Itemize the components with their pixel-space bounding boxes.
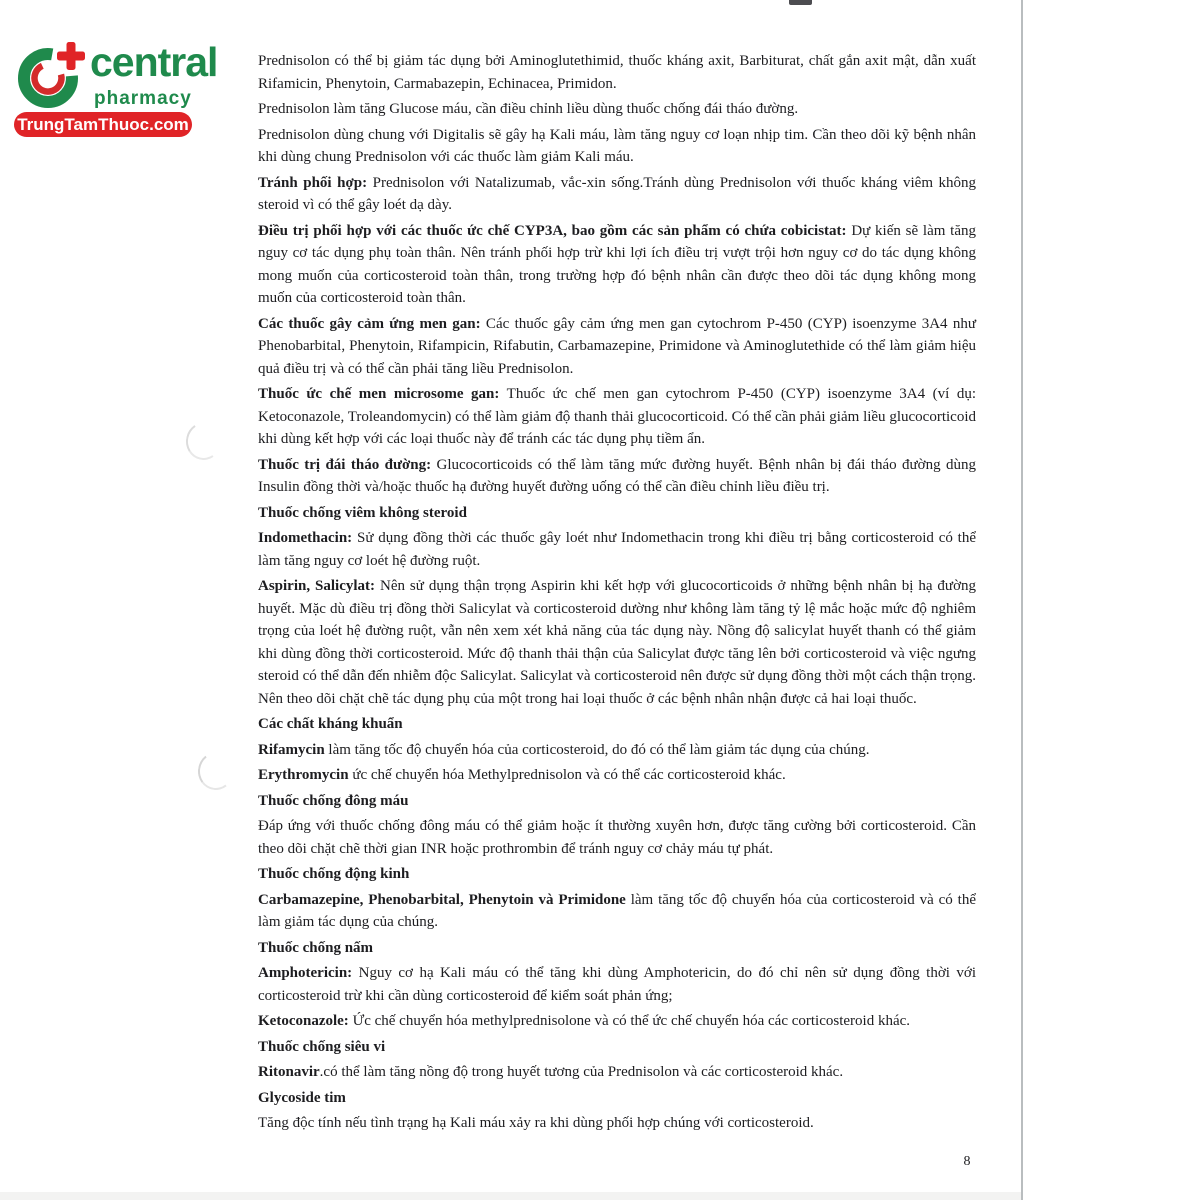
section-heading (258, 713, 976, 736)
paragraph-lead: Các chất kháng khuẩn (258, 716, 403, 732)
section-heading (258, 1087, 976, 1110)
scan-shadow (0, 1192, 1021, 1200)
section-heading (258, 1036, 976, 1059)
website-badge: TrungTamThuoc.com (14, 112, 192, 137)
paragraph (258, 383, 976, 451)
paragraph (258, 575, 976, 710)
paragraph (258, 220, 976, 310)
paragraph (258, 962, 976, 1007)
scan-smudge (789, 0, 812, 5)
paragraph-text: làm tăng tốc độ chuyển hóa của corticosteroid và có thể làm giảm tác dụng của chúng. (258, 891, 977, 930)
paragraph (258, 739, 976, 762)
paragraph-lead: Thuốc chống đông máu (258, 792, 409, 809)
paragraph (258, 815, 976, 860)
paragraph-lead: Thuốc chống viêm không steroid (258, 504, 467, 521)
section-heading (258, 937, 976, 960)
paragraph (258, 527, 976, 572)
paragraph-lead: Ritonavir (258, 1064, 320, 1080)
paragraph-text: làm tăng tốc độ chuyển hóa của corticosteroid, do đó có thể làm giảm tác dụng của chúng. (324, 741, 870, 758)
page-number: 8 (963, 1154, 971, 1169)
paragraph-lead: Thuốc trị đái tháo đường: (258, 456, 432, 473)
paragraph-lead: Các thuốc gây cảm ứng men gan: (258, 315, 481, 332)
paragraph (258, 454, 976, 499)
paragraph-lead: Carbamazepine, Phenobarbital, Phenytoin và Primidone (258, 891, 626, 908)
paragraph-lead: Indomethacin: (258, 530, 353, 546)
paragraph-text: Prednisolon làm tăng Glucose máu, cần điều chỉnh liều dùng thuốc chống đái tháo đường. (258, 101, 799, 117)
paragraph-lead: Thuốc ức chế men microsome gan: (258, 386, 500, 402)
paragraph-text: Nên sử dụng thận trọng Aspirin khi kết hợp với glucocorticoids ở những bệnh nhân bị hạ đường huyết. Mặc dù điều trị đồng thời Salicylat và corticosteroid dường như không làm tăng tỷ lệ mắc hoặc mức độ nghiêm trọng của loét hệ đường ruột, vẫn nên xem xét khả năng của tác dụng này. Nồng độ salicylat huyết thanh có thể giảm khi dùng đồng thời corticosteroid. Mức độ thanh thải thận của Salicylat được tăng lên bởi corticosteroid và việc ngưng steroid có thể dẫn đến nhiễm độc Salicylat. Salicylat và corticosteroid nên được sử dụng đồng thời một cách thận trọng. Nên theo dõi chặt chẽ tác dụng phụ của một trong hai loại thuốc ở các bệnh nhân nhận được cả hai loại thuốc. (258, 578, 976, 707)
paragraph (258, 1010, 976, 1033)
section-heading (258, 790, 976, 813)
paragraph-lead: Amphotericin: (258, 965, 353, 981)
paragraph-lead: Thuốc chống động kinh (258, 866, 410, 882)
paragraph-text: Tăng độc tính nếu tình trạng hạ Kali máu xảy ra khi dùng phối hợp chúng với corticosteroid. (258, 1115, 814, 1131)
paragraph-lead: Rifamycin (258, 741, 325, 758)
paragraph-lead: Ketoconazole: (258, 1013, 349, 1029)
central-pharmacy-logo-icon (16, 42, 91, 112)
paragraph-text: Các thuốc gây cảm ứng men gan cytochrom P-450 (CYP) isoenzyme 3A4 như Phenobarbital, Phenytoin, Rifampicin, Rifabutin, Carbamazepine, Primidone và Aminoglutethide có thể làm giảm hiệu quả điều trị và có thể cần phải tăng liều Prednisolon. (258, 315, 976, 377)
paragraph-text: Nguy cơ hạ Kali máu có thể tăng khi dùng Amphotericin, do đó chỉ nên sử dụng đồng thời với corticosteroid trừ khi cần dùng corticosteroid để kiểm soát phản ứng; (258, 965, 976, 1004)
paragraph (258, 764, 976, 787)
document-body (258, 50, 976, 1138)
paragraph-text: Prednisolon với Natalizumab, vắc-xin sống.Tránh dùng Prednisolon với thuốc kháng viêm không steroid vì có thể gây loét dạ dày. (258, 174, 977, 213)
paragraph-lead: Tránh phối hợp: (258, 174, 368, 191)
punch-hole (182, 419, 225, 464)
paragraph-lead: Điều trị phối hợp với các thuốc ức chế CYP3A, bao gồm các sản phẩm có chứa cobicistat: (258, 222, 847, 239)
paragraph-lead: Glycoside tim (258, 1089, 346, 1106)
paragraph (258, 124, 976, 169)
central-pharmacy-logo (14, 40, 224, 140)
paragraph (258, 50, 976, 95)
paragraph (258, 1112, 976, 1135)
paragraph-lead: Erythromycin (258, 767, 349, 783)
paragraph-text: Dự kiến sẽ làm tăng nguy cơ tác dụng phụ toàn thân. Nên tránh phối hợp trừ khi lợi ích điều trị vượt trội hơn nguy cơ do tác dụng không mong muốn của corticosteroid toàn thân, trong trường hợp đó bệnh nhân cần được theo dõi tác dụng không mong muốn của corticosteroid toàn thân. (258, 222, 976, 306)
section-heading (258, 863, 976, 886)
paragraph-lead: Thuốc chống nấm (258, 939, 374, 956)
paragraph (258, 172, 976, 217)
section-heading (258, 502, 976, 525)
paragraph-text: Prednisolon có thể bị giảm tác dụng bởi Aminoglutethimid, thuốc kháng axit, Barbiturat, chất gắn axit mật, dẫn xuất Rifamicin, Phenytoin, Carmabazepin, Echinacea, Primidon. (258, 53, 976, 92)
brand-name: central (90, 39, 218, 85)
paragraph (258, 98, 976, 121)
paragraph-lead: Aspirin, Salicylat: (258, 578, 376, 594)
paragraph-text: Ức chế chuyển hóa methylprednisolone và có thể ức chế chuyển hóa các corticosteroid khác. (348, 1013, 911, 1029)
paragraph-text: Đáp ứng với thuốc chống đông máu có thể giảm hoặc ít thường xuyên hơn, được tăng cường bởi corticosteroid. Cần theo dõi chặt chẽ thời gian INR hoặc prothrombin để tránh nguy cơ chảy máu tự phát. (258, 818, 976, 857)
page-edge-line (1021, 0, 1023, 1200)
paragraph (258, 313, 976, 381)
paragraph-text: Glucocorticoids có thể làm tăng mức đường huyết. Bệnh nhân bị đái tháo đường dùng Insulin đồng thời và/hoặc thuốc hạ đường huyết đường uống có thể cần điều chỉnh liều điều trị. (258, 456, 976, 495)
paragraph-text: .có thể làm tăng nồng độ trong huyết tương của Prednisolon và các corticosteroid khác. (319, 1064, 844, 1080)
paragraph (258, 1061, 976, 1084)
paragraph-text: Prednisolon dùng chung với Digitalis sẽ gây hạ Kali máu, làm tăng nguy cơ loạn nhịp tim. Cần theo dõi kỹ bệnh nhân khi dùng chung Prednisolon với các thuốc làm giảm Kali máu. (258, 126, 976, 165)
paragraph (258, 889, 976, 934)
paragraph-text: Thuốc ức chế men gan cytochrom P-450 (CYP) isoenzyme 3A4 (ví dụ: Ketoconazole, Troleandomycin) có thể làm giảm độ thanh thải glucocorticoid. Có thể cần phải giảm liều glucocorticoid khi dùng kết hợp với các loại thuốc này để tránh các tác dụng phụ tiềm ẩn. (258, 386, 976, 447)
paragraph-text: ức chế chuyển hóa Methylprednisolon và có thể các corticosteroid khác. (348, 767, 786, 783)
punch-hole (196, 750, 237, 793)
paragraph-lead: Thuốc chống siêu vi (258, 1038, 386, 1055)
paragraph-text: Sử dụng đồng thời các thuốc gây loét như Indomethacin trong khi điều trị bằng corticosteroid có thể làm tăng nguy cơ loét hệ đường ruột. (258, 530, 976, 569)
brand-subtitle: pharmacy (94, 88, 192, 109)
